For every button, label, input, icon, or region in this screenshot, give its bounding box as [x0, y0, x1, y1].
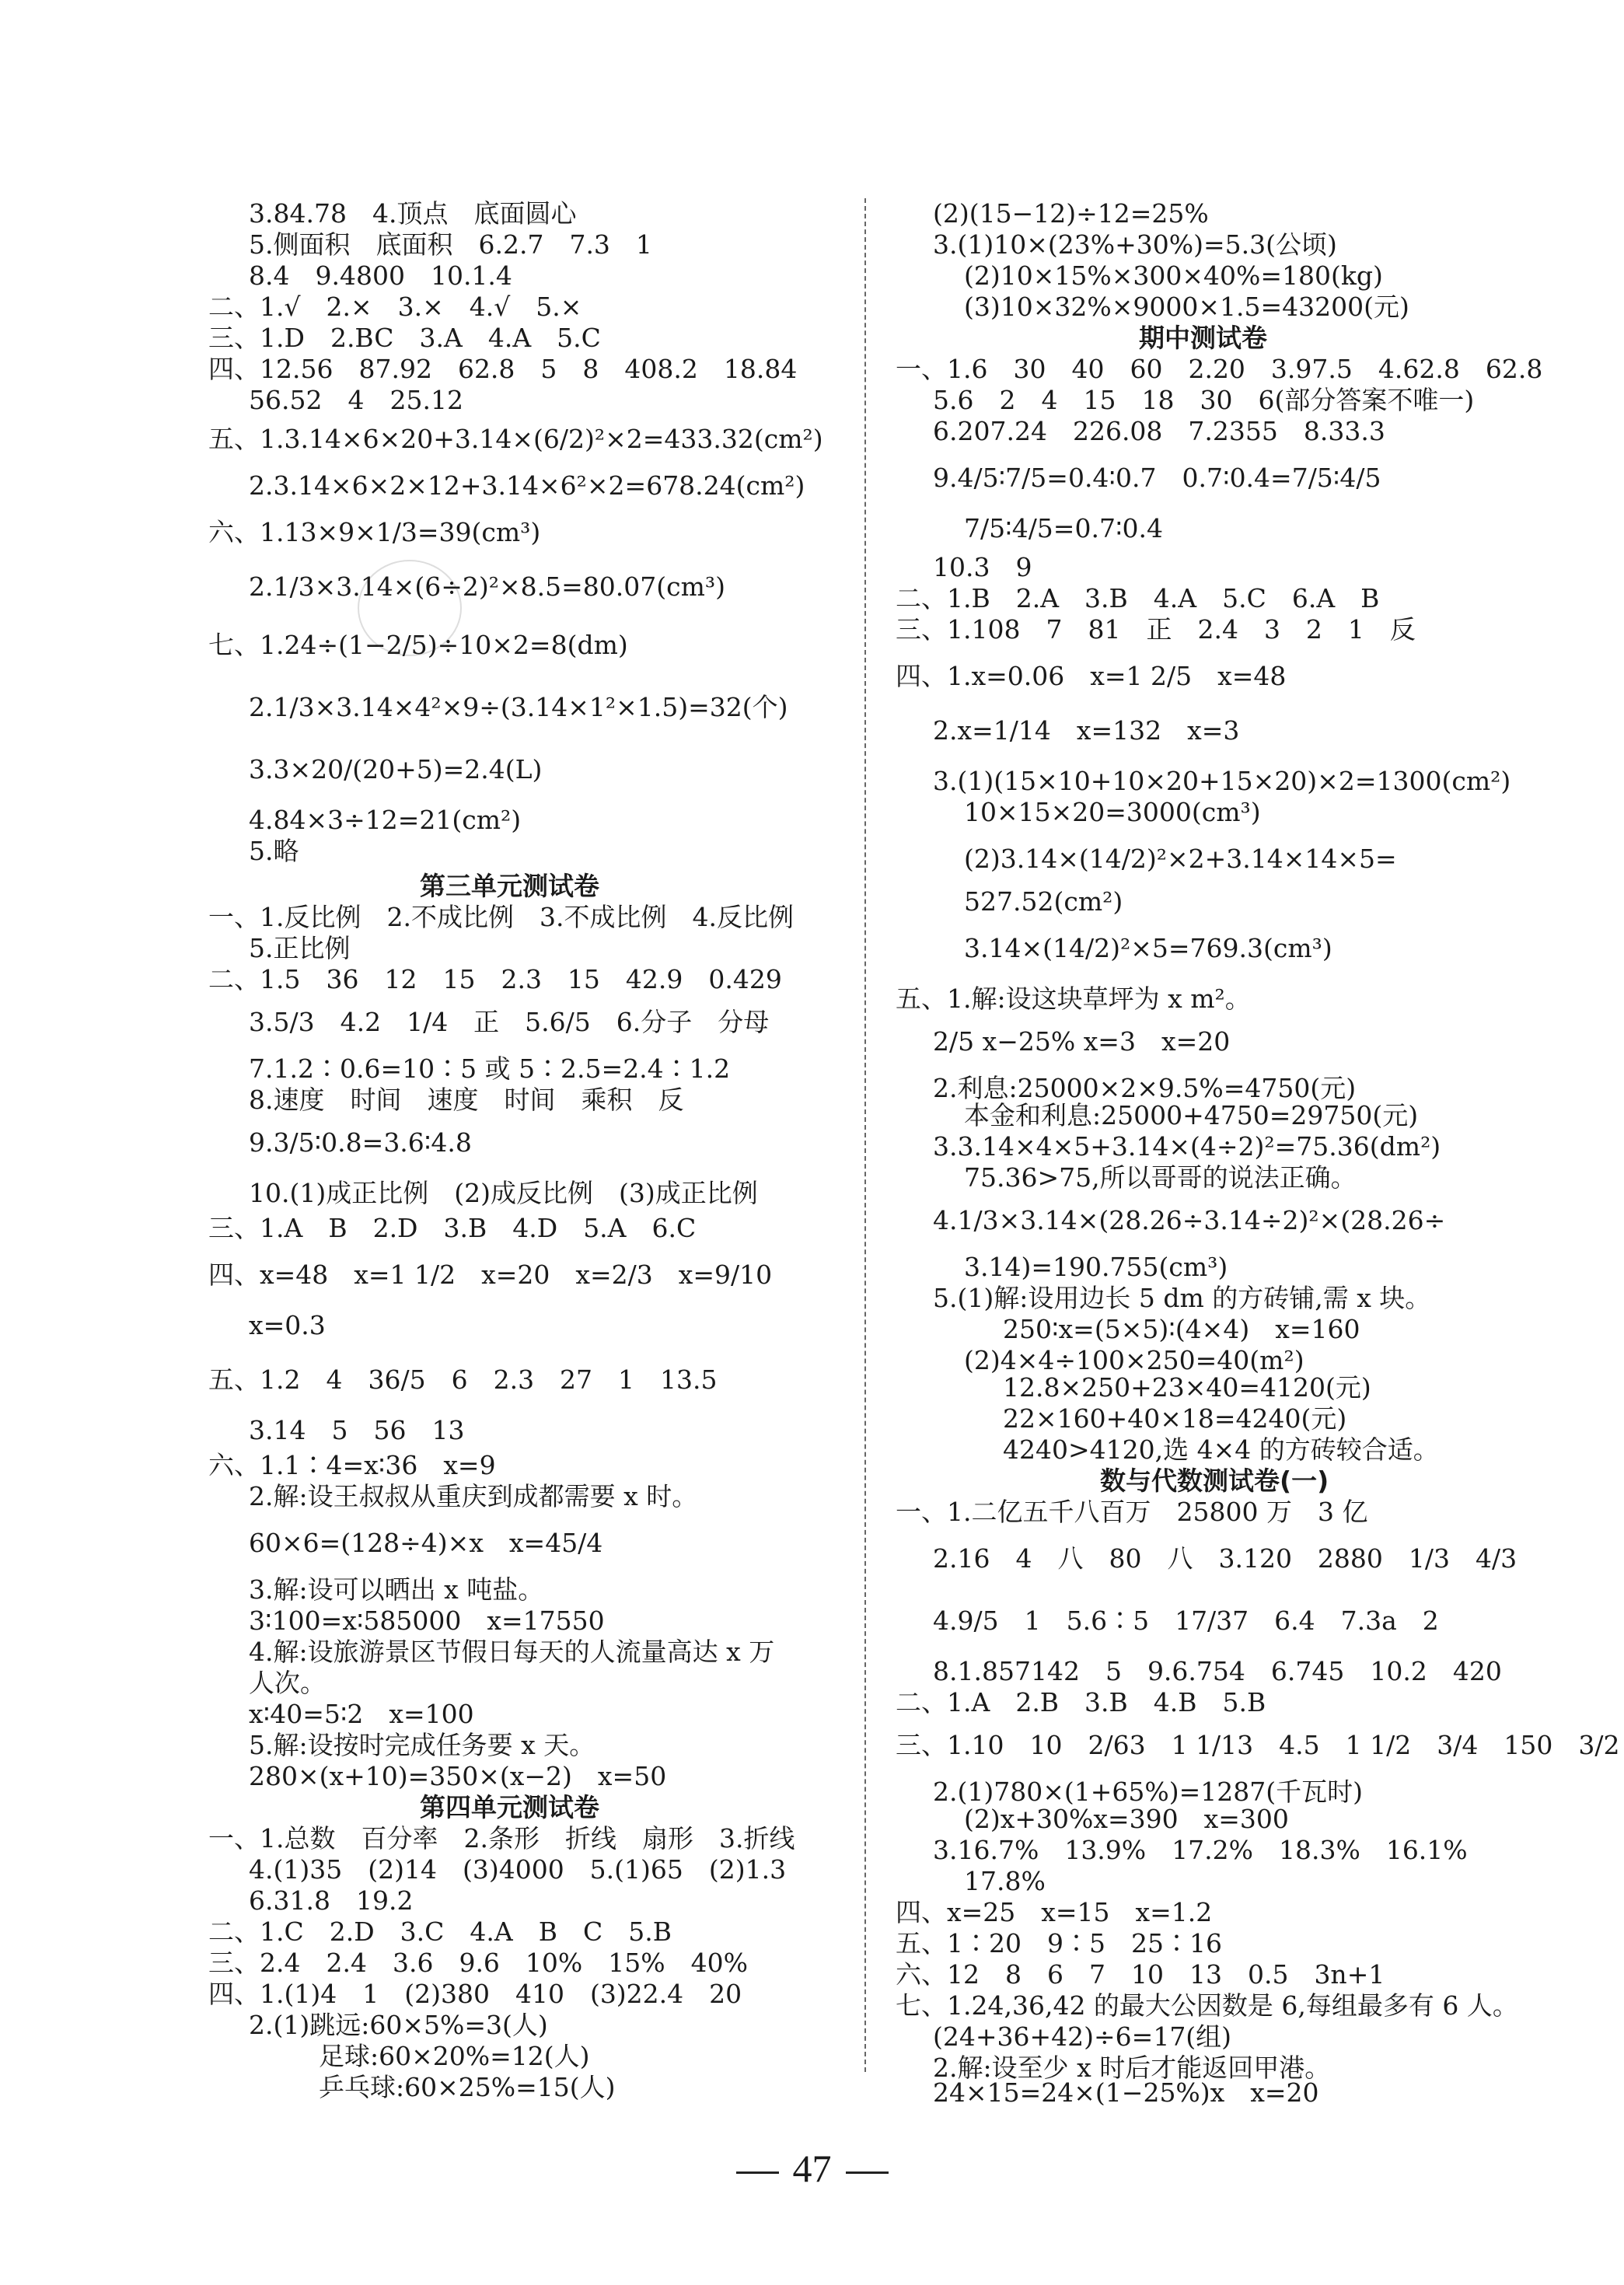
section-title: 第四单元测试卷: [420, 1792, 599, 1822]
page-number: [0, 2146, 1624, 2191]
section-title: 数与代数测试卷(一): [1100, 1466, 1329, 1496]
answer-line: 四、1.(1)4 1 (2)380 410 (3)22.4 20: [208, 1979, 742, 2009]
answer-line: 五、1.3.14×6×20+3.14×(6/2)²×2=433.32(cm²): [208, 424, 823, 454]
answer-line: 一、1.二亿五千八百万 25800 万 3 亿: [896, 1497, 1368, 1527]
answer-line: 527.52(cm²): [964, 886, 1123, 917]
answer-line: 7/5∶4/5=0.7∶0.4: [964, 513, 1164, 543]
page-number-text: 47: [792, 2147, 832, 2190]
answer-line: 56.52 4 25.12: [249, 385, 463, 415]
answer-line: 3.14×(14/2)²×5=769.3(cm³): [964, 933, 1332, 963]
answer-line: 三、1.D 2.BC 3.A 4.A 5.C: [208, 323, 601, 353]
answer-line: 250∶x=(5×5)∶(4×4) x=160: [1003, 1314, 1360, 1344]
answer-line: x∶40=5∶2 x=100: [249, 1699, 474, 1729]
answer-line: 五、1∶20 9∶5 25∶16: [896, 1928, 1222, 1958]
answer-line: 人次。: [249, 1668, 326, 1698]
answer-line: 7.1.2∶0.6=10∶5 或 5∶2.5=2.4∶1.2: [249, 1053, 731, 1084]
answer-line: 四、1.x=0.06 x=1 2/5 x=48: [896, 661, 1287, 691]
answer-line: (2)x+30%x=390 x=300: [964, 1804, 1289, 1834]
answer-line: (3)10×32%×9000×1.5=43200(元): [964, 292, 1409, 322]
answer-line: 2.3.14×6×2×12+3.14×6²×2=678.24(cm²): [249, 470, 805, 501]
answer-line: (2)10×15%×300×40%=180(kg): [964, 260, 1383, 291]
answer-line: 一、1.总数 百分率 2.条形 折线 扇形 3.折线: [208, 1823, 795, 1854]
answer-line: 12.8×250+23×40=4120(元): [1003, 1372, 1371, 1403]
answer-line: 3.3×20/(20+5)=2.4(L): [249, 754, 543, 784]
answer-line: 3.解:设可以晒出 x 吨盐。: [249, 1574, 544, 1605]
answer-line: 二、1.B 2.A 3.B 4.A 5.C 6.A B: [896, 583, 1380, 613]
answer-line: 24×15=24×(1−25%)x x=20: [933, 2077, 1319, 2108]
answer-line: 8.4 9.4800 10.1.4: [249, 260, 512, 291]
answer-line: 六、1.13×9×1/3=39(cm³): [208, 517, 541, 547]
answer-line: 3.(1)10×(23%+30%)=5.3(公顷): [933, 229, 1337, 260]
answer-line: 2.利息:25000×2×9.5%=4750(元): [933, 1073, 1357, 1103]
column-divider: [864, 198, 866, 2072]
answer-line: 2.x=1/14 x=132 x=3: [933, 715, 1240, 746]
answer-line: 四、x=25 x=15 x=1.2: [896, 1897, 1213, 1927]
answer-line: 3.14 5 56 13: [249, 1415, 465, 1445]
answer-line: 3.14)=190.755(cm³): [964, 1252, 1228, 1282]
answer-line: 3.3.14×4×5+3.14×(4÷2)²=75.36(dm²): [933, 1131, 1441, 1162]
answer-line: 四、12.56 87.92 62.8 5 8 408.2 18.84: [208, 354, 798, 384]
answer-line: 二、1.√ 2.× 3.× 4.√ 5.×: [208, 292, 582, 322]
answer-line: 足球:60×20%=12(人): [319, 2041, 590, 2071]
answer-line: 二、1.5 36 12 15 2.3 15 42.9 0.429: [208, 964, 782, 994]
answer-line: 4.84×3÷12=21(cm²): [249, 805, 522, 835]
answer-line: 5.解:设按时完成任务要 x 天。: [249, 1730, 595, 1760]
answer-line: 七、1.24÷(1−2/5)÷10×2=8(dm): [208, 630, 628, 660]
answer-line: 6.31.8 19.2: [249, 1885, 414, 1916]
answer-line: 三、1.A B 2.D 3.B 4.D 5.A 6.C: [208, 1213, 697, 1243]
answer-line: 3.16.7% 13.9% 17.2% 18.3% 16.1%: [933, 1835, 1468, 1865]
answer-line: 2.(1)780×(1+65%)=1287(千瓦时): [933, 1777, 1363, 1807]
answer-line: (24+36+42)÷6=17(组): [933, 2021, 1232, 2052]
answer-line: 5.(1)解:设用边长 5 dm 的方砖铺,需 x 块。: [933, 1283, 1431, 1313]
answer-line: 5.6 2 4 15 18 30 6(部分答案不唯一): [933, 385, 1475, 415]
answer-line: 60×6=(128÷4)×x x=45/4: [249, 1528, 603, 1558]
answer-line: 3.5/3 4.2 1/4 正 5.6/5 6.分子 分母: [249, 1007, 770, 1037]
answer-line: 9.3/5∶0.8=3.6∶4.8: [249, 1127, 472, 1158]
dash-right: [846, 2171, 889, 2174]
answer-line: 本金和利息:25000+4750=29750(元): [964, 1100, 1419, 1130]
answer-line: 2.(1)跳远:60×5%=3(人): [249, 2010, 548, 2040]
answer-line: 3.(1)(15×10+10×20+15×20)×2=1300(cm²): [933, 766, 1511, 796]
answer-line: 4.9/5 1 5.6∶5 17/37 6.4 7.3a 2: [933, 1605, 1439, 1636]
answer-line: 75.36>75,所以哥哥的说法正确。: [964, 1162, 1357, 1193]
answer-line: 乒乓球:60×25%=15(人): [319, 2072, 616, 2102]
answer-line: 2.16 4 八 80 八 3.120 2880 1/3 4/3: [933, 1543, 1517, 1574]
answer-line: 10.3 9: [933, 552, 1032, 582]
answer-line: 8.速度 时间 速度 时间 乘积 反: [249, 1085, 684, 1115]
answer-line: 2/5 x−25% x=3 x=20: [933, 1026, 1231, 1057]
answer-line: 六、1.1∶4=x∶36 x=9: [208, 1450, 496, 1480]
answer-line: (2)(15−12)÷12=25%: [933, 198, 1209, 229]
answer-line: (2)3.14×(14/2)²×2+3.14×14×5=: [964, 844, 1397, 874]
answer-line: 22×160+40×18=4240(元): [1003, 1403, 1347, 1434]
answer-line: 四、x=48 x=1 1/2 x=20 x=2/3 x=9/10: [208, 1260, 773, 1290]
answer-line: 2.解:设至少 x 时后才能返回甲港。: [933, 2053, 1331, 2083]
answer-line: 4.解:设旅游景区节假日每天的人流量高达 x 万: [249, 1637, 775, 1667]
answer-line: 8.1.857142 5 9.6.754 6.745 10.2 420: [933, 1656, 1502, 1686]
answer-line: 一、1.反比例 2.不成比例 3.不成比例 4.反比例: [208, 902, 794, 932]
answer-line: 5.略: [249, 836, 299, 866]
answer-line: 一、1.6 30 40 60 2.20 3.97.5 4.62.8 62.8: [896, 354, 1543, 384]
answer-line: 二、1.A 2.B 3.B 4.B 5.B: [896, 1687, 1266, 1717]
answer-line: 3.84.78 4.顶点 底面圆心: [249, 198, 577, 229]
answer-line: (2)4×4÷100×250=40(m²): [964, 1345, 1304, 1375]
answer-line: 五、1.解:设这块草坪为 x m²。: [896, 984, 1251, 1014]
answer-line: 七、1.24,36,42 的最大公因数是 6,每组最多有 6 人。: [896, 1990, 1518, 2021]
section-title: 期中测试卷: [1139, 323, 1267, 353]
answer-line: 六、12 8 6 7 10 13 0.5 3n+1: [896, 1959, 1385, 1990]
answer-line: 280×(x+10)=350×(x−2) x=50: [249, 1761, 667, 1791]
answer-line: 6.207.24 226.08 7.2355 8.33.3: [933, 416, 1385, 446]
answer-line: 三、2.4 2.4 3.6 9.6 10% 15% 40%: [208, 1948, 748, 1978]
answer-line: 三、1.108 7 81 正 2.4 3 2 1 反: [896, 614, 1416, 645]
answer-line: 4.(1)35 (2)14 (3)4000 5.(1)65 (2)1.3: [249, 1854, 787, 1885]
answer-line: x=0.3: [249, 1310, 326, 1340]
answer-line: 五、1.2 4 36/5 6 2.3 27 1 13.5: [208, 1364, 718, 1395]
dash-left: [736, 2171, 779, 2174]
stamp-mark: [358, 560, 462, 656]
answer-line: 2.解:设王叔叔从重庆到成都需要 x 时。: [249, 1481, 698, 1511]
answer-line: 三、1.10 10 2/63 1 1/13 4.5 1 1/2 3/4 150 3/2: [896, 1730, 1620, 1760]
section-title: 第三单元测试卷: [420, 871, 599, 901]
answer-line: 4240>4120,选 4×4 的方砖较合适。: [1003, 1434, 1439, 1465]
answer-line: 10.(1)成正比例 (2)成反比例 (3)成正比例: [249, 1178, 758, 1208]
answer-line: 4.1/3×3.14×(28.26÷3.14÷2)²×(28.26÷: [933, 1205, 1446, 1235]
answer-line: 5.侧面积 底面积 6.2.7 7.3 1: [249, 229, 652, 260]
answer-line: 3∶100=x∶585000 x=17550: [249, 1605, 605, 1636]
answer-line: 二、1.C 2.D 3.C 4.A B C 5.B: [208, 1916, 672, 1947]
answer-line: 9.4/5∶7/5=0.4∶0.7 0.7∶0.4=7/5∶4/5: [933, 463, 1381, 493]
answer-line: 2.1/3×3.14×(6÷2)²×8.5=80.07(cm³): [249, 571, 725, 602]
answer-line: 17.8%: [964, 1866, 1046, 1896]
answer-line: 5.正比例: [249, 933, 351, 963]
answer-line: 2.1/3×3.14×4²×9÷(3.14×1²×1.5)=32(个): [249, 692, 788, 722]
answer-line: 10×15×20=3000(cm³): [964, 797, 1261, 827]
